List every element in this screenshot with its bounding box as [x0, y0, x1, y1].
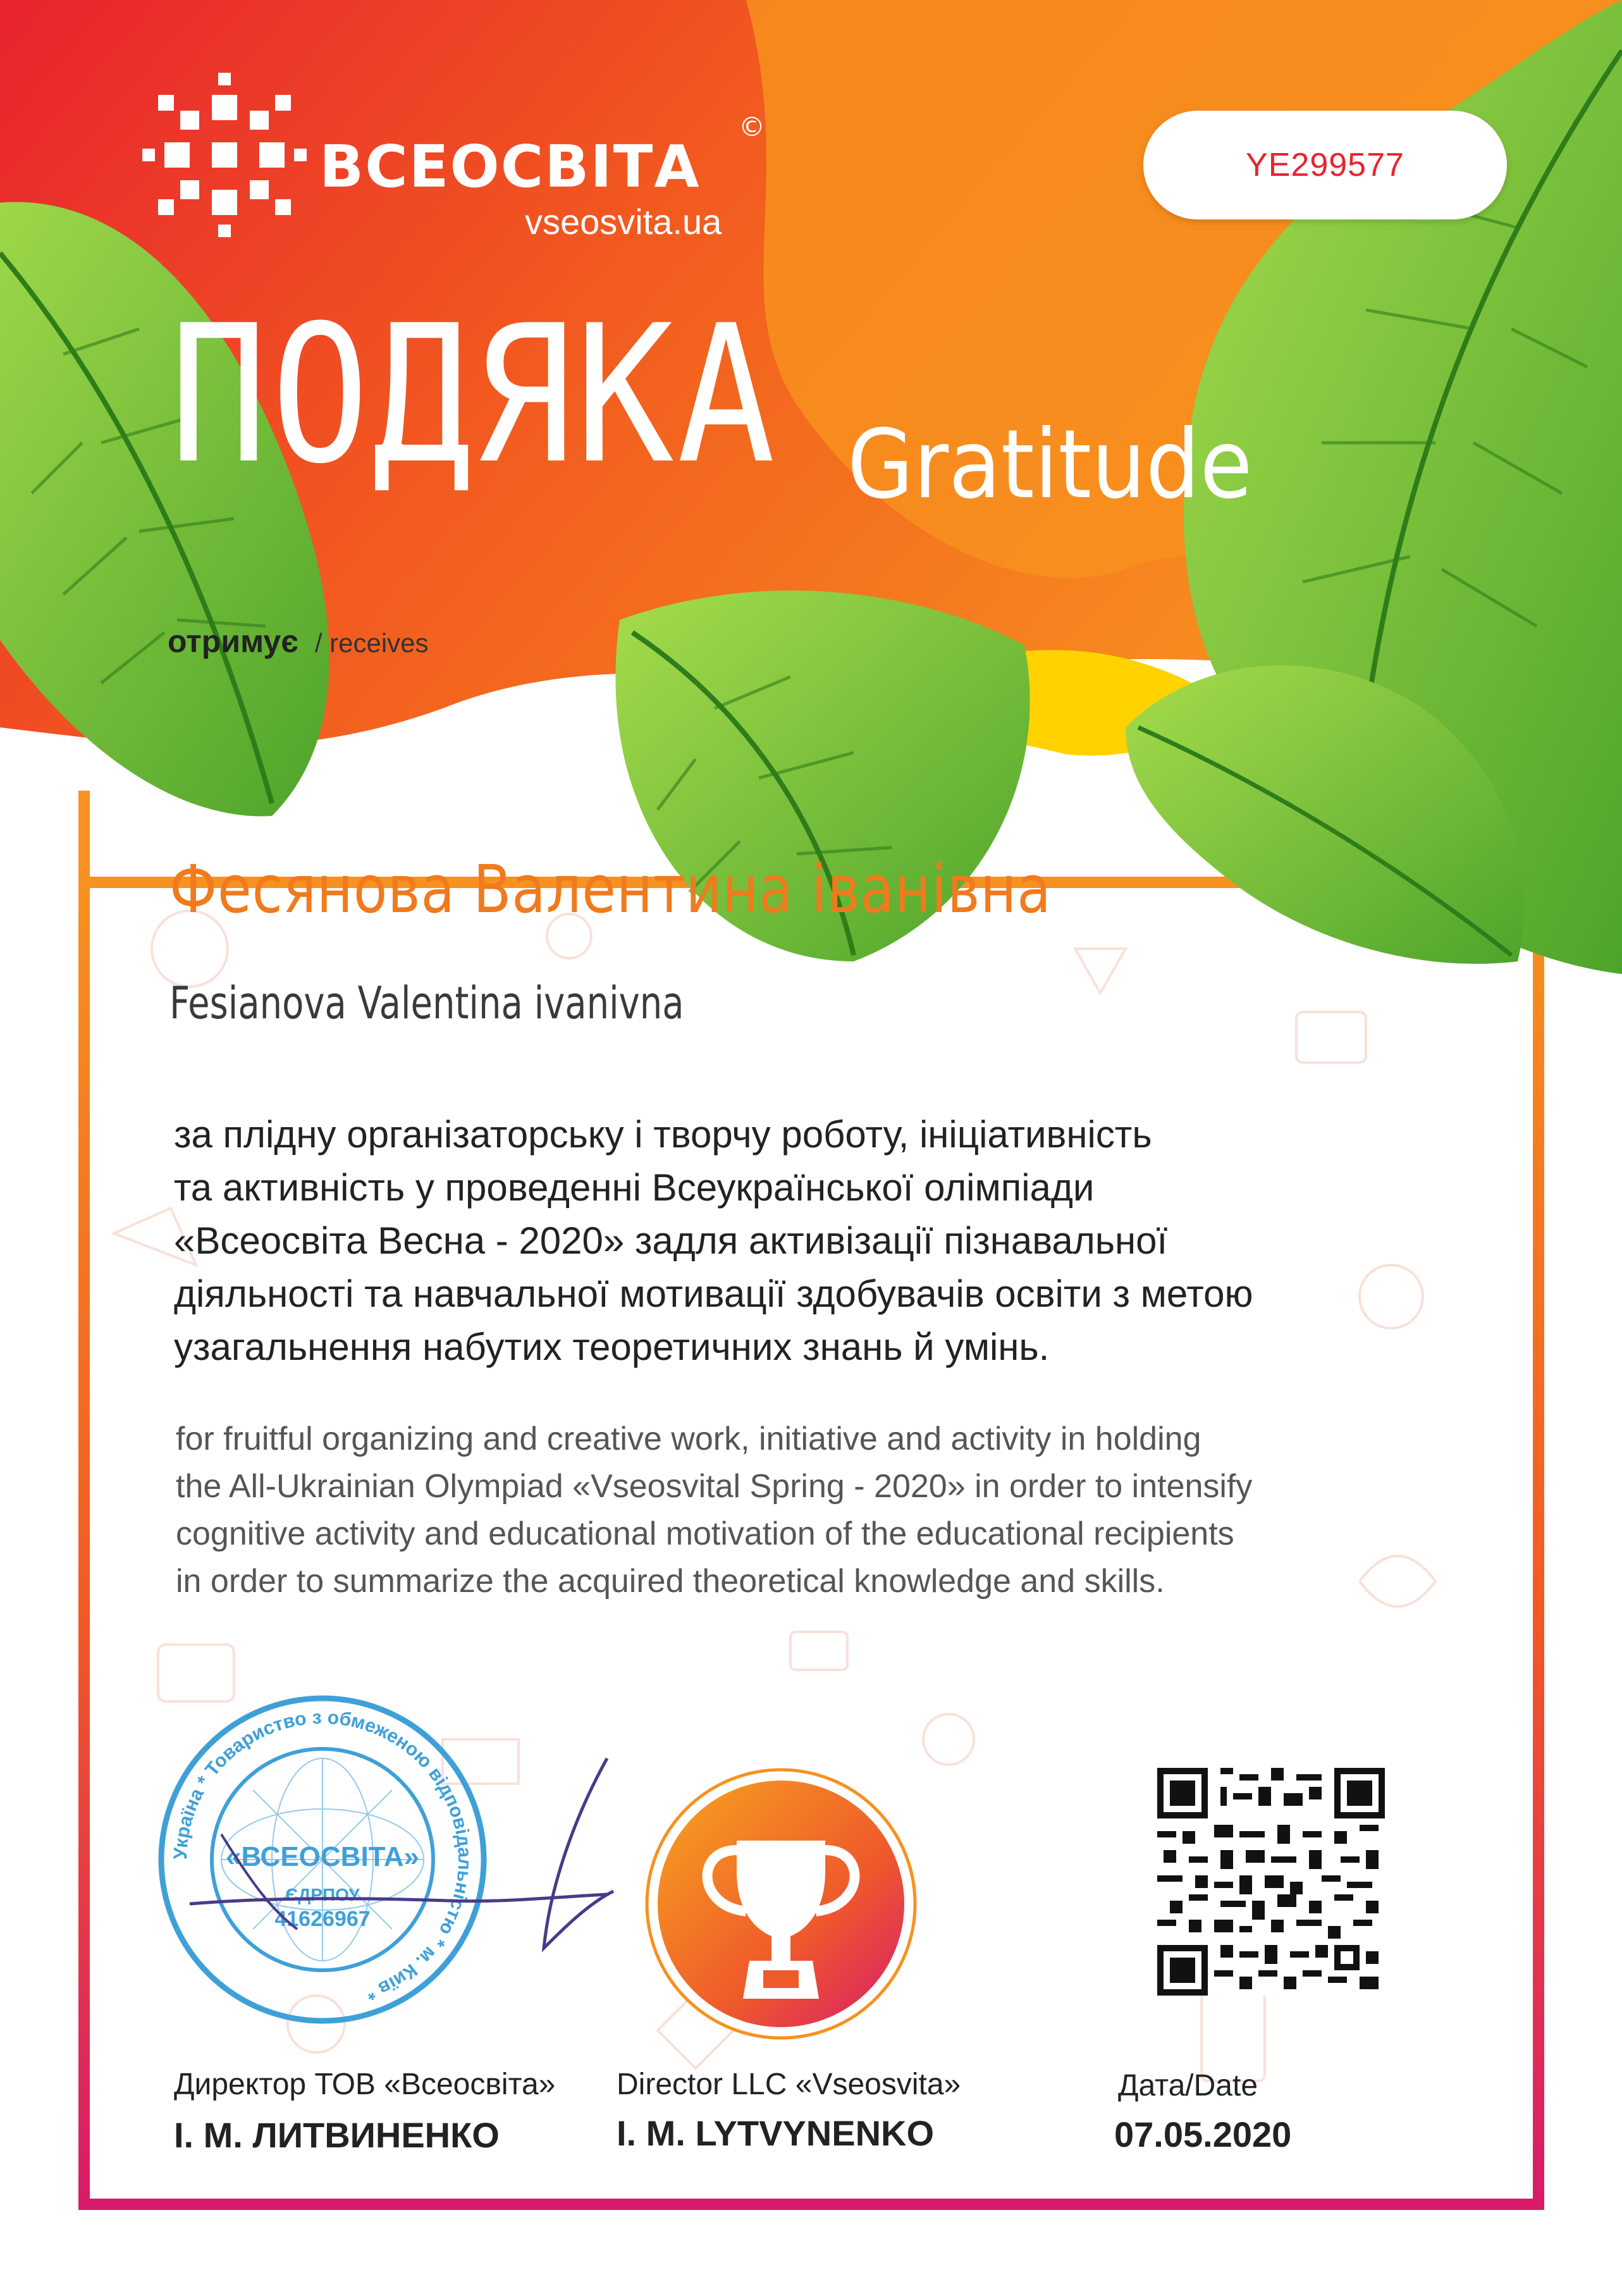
description-en-line: the All-Ukrainian Olympiad «Vseosvital Spring - 2020» in order to intensify — [176, 1468, 1253, 1505]
description-ua-line: «Всеосвіта Весна - 2020» задля активізації пізнавальної — [174, 1219, 1168, 1262]
title-ua: ПОДЯКА — [169, 285, 778, 505]
description-en-line: cognitive activity and educational motivation of the educational recipients — [176, 1515, 1234, 1552]
stamp-outer-text: Україна * Товариство з обмеженою відповідальністю * м. Київ * — [169, 1707, 476, 2004]
stamp-code: 41626967 — [274, 1907, 371, 1931]
brand-url: vseosvita.ua — [525, 202, 722, 242]
ornament-snowflake-icon — [142, 73, 307, 237]
description-en-line: in order to summarize the acquired theoretical knowledge and skills. — [176, 1563, 1165, 1600]
director-ua-name: І. М. ЛИТВИНЕНКО — [174, 2115, 500, 2155]
date-value: 07.05.2020 — [1114, 2114, 1292, 2154]
recipient-name-en: Fesianova Valentina ivanivna — [169, 977, 684, 1029]
receives-label — [168, 623, 429, 660]
director-ua-label: Директор ТОВ «Всеосвіта» — [174, 2068, 556, 2101]
description-ua-line: та активність у проведенні Всеукраїнської олімпіади — [174, 1166, 1095, 1209]
stamp-code-label: ЄДРПОУ — [285, 1885, 360, 1904]
description-ua — [174, 1108, 1477, 1374]
director-en-label: Director LLC «Vseosvita» — [617, 2068, 961, 2101]
copyright-mark: © — [739, 111, 765, 142]
title-en: Gratitude — [847, 410, 1253, 520]
description-ua-line: за плідну організаторську і творчу роботу, ініціативність — [174, 1113, 1152, 1156]
director-en-name: I. M. LYTVYNENKO — [617, 2113, 935, 2153]
director-signature — [171, 1739, 626, 1980]
serial-number: YE299577 — [1246, 147, 1404, 183]
description-ua-line: узагальнення набутих теоретичних знань й умінь. — [174, 1326, 1050, 1368]
brand-name: ВСЕОСВІТА — [319, 133, 701, 201]
description-ua-line: діяльності та навчальної мотивації здобувачів освіти з метою — [174, 1273, 1253, 1315]
description-en — [176, 1416, 1478, 1605]
stamp-center-text: «ВСЕОСВІТА» — [225, 1841, 420, 1872]
receives-ua: отримує — [168, 624, 298, 659]
trophy-medal — [642, 1765, 920, 2043]
description-en-line: for fruitful organizing and creative work, initiative and activity in holding — [176, 1421, 1201, 1457]
serial-number-badge — [1143, 111, 1507, 219]
receives-en: / receives — [314, 628, 429, 658]
qr-code — [1157, 1768, 1385, 1996]
recipient-name-ua: Фесянова Валентина іванівна — [169, 851, 1052, 928]
date-label: Дата/Date — [1118, 2069, 1258, 2102]
